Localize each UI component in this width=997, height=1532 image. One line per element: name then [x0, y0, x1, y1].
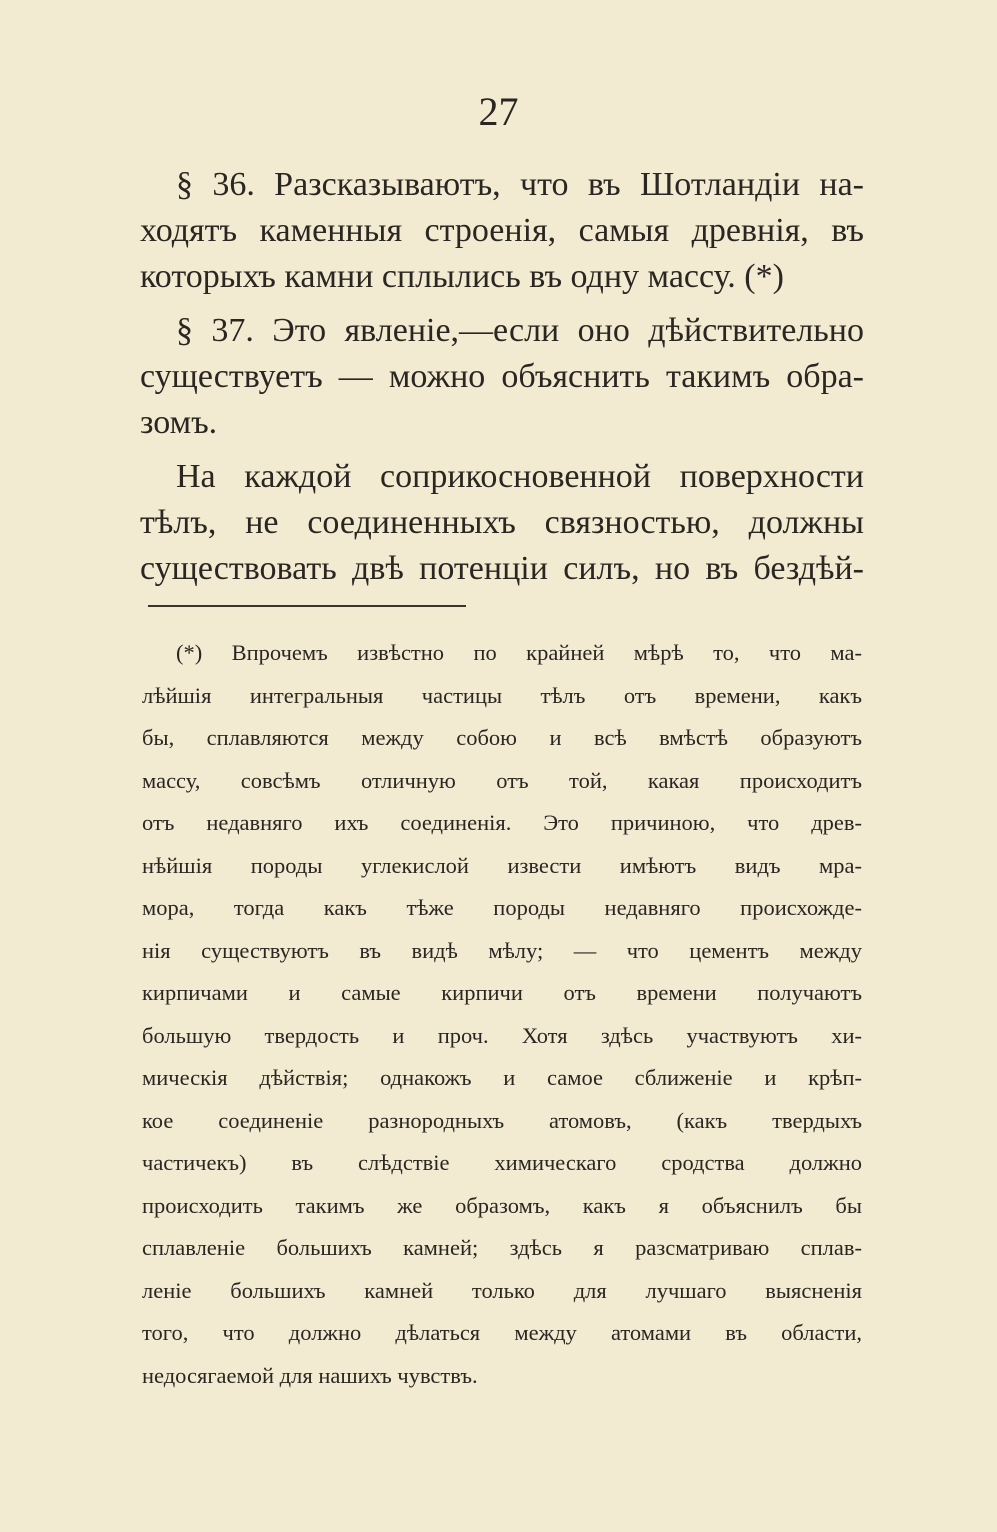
footnote-line: того, что должно дѣлаться между атомами въ области,	[142, 1320, 862, 1345]
paragraph-line: зомъ.	[140, 404, 218, 441]
paragraph-line: На каждой соприкосновенной поверхности	[176, 458, 864, 495]
footnote-line: леніе большихъ камней только для лучшаго выясненія	[142, 1277, 862, 1303]
paragraph-line: § 36. Разсказываютъ, что въ Шотландіи на-	[176, 166, 864, 203]
footnote-line: бы, сплавляются между собою и всѣ вмѣстѣ образуютъ	[142, 725, 862, 750]
footnote-line: недосягаемой для нашихъ чувствъ.	[142, 1362, 478, 1388]
footnote	[142, 632, 862, 1397]
footnote-line: частичекъ) въ слѣдствіе химическаго сродства должно	[142, 1150, 862, 1175]
paragraph-line: существовать двѣ потенціи силъ, но въ бездѣй-	[140, 550, 864, 587]
footnote-line: отъ недавняго ихъ соединенія. Это причиною, что древ-	[142, 810, 862, 835]
footnote-line: мическія дѣйствія; однакожъ и самое сближеніе и крѣп-	[142, 1065, 862, 1090]
paragraph-line: ходятъ каменныя строенія, самыя древнія, въ	[140, 212, 864, 249]
footnote-line: массу, совсѣмъ отличную отъ той, какая происходитъ	[142, 767, 862, 793]
footnote-line: нія существуютъ въ видѣ мѣлу; — что цементъ между	[142, 937, 862, 963]
footnote-line: нѣйшія породы углекислой извести имѣютъ видъ мра-	[142, 852, 862, 878]
paragraph-line: существуетъ — можно объяснить такимъ обра-	[140, 358, 864, 395]
paragraph-line: которыхъ камни сплылись въ одну массу. (*)	[140, 258, 784, 295]
footnote-line: большую твердость и проч. Хотя здѣсь участвуютъ хи-	[142, 1022, 862, 1048]
footnote-line: лѣйшія интегральныя частицы тѣлъ отъ времени, какъ	[142, 682, 862, 708]
footnote-line: (*) Впрочемъ извѣстно по крайней мѣрѣ то, что ма-	[176, 640, 862, 665]
footnote-line: сплавленіе большихъ камней; здѣсь я разсматриваю сплав-	[142, 1235, 862, 1260]
paragraph-38	[140, 454, 864, 592]
page-number: 27	[478, 89, 519, 134]
paragraph-36	[140, 162, 864, 300]
paragraph-37	[140, 308, 864, 446]
paragraph-line: тѣлъ, не соединенныхъ связностью, должны	[140, 504, 864, 541]
footnote-divider	[148, 605, 466, 607]
paragraph-line: § 37. Это явленіе,—если оно дѣйствительно	[176, 312, 864, 349]
footnote-line: мора, тогда какъ тѣже породы недавняго происхожде-	[142, 895, 862, 920]
footnote-line: кое соединеніе разнородныхъ атомовъ, (какъ твердыхъ	[142, 1107, 862, 1133]
footnote-line: кирпичами и самые кирпичи отъ времени получаютъ	[142, 980, 862, 1005]
footnote-line: происходить такимъ же образомъ, какъ я объяснилъ бы	[142, 1192, 862, 1218]
